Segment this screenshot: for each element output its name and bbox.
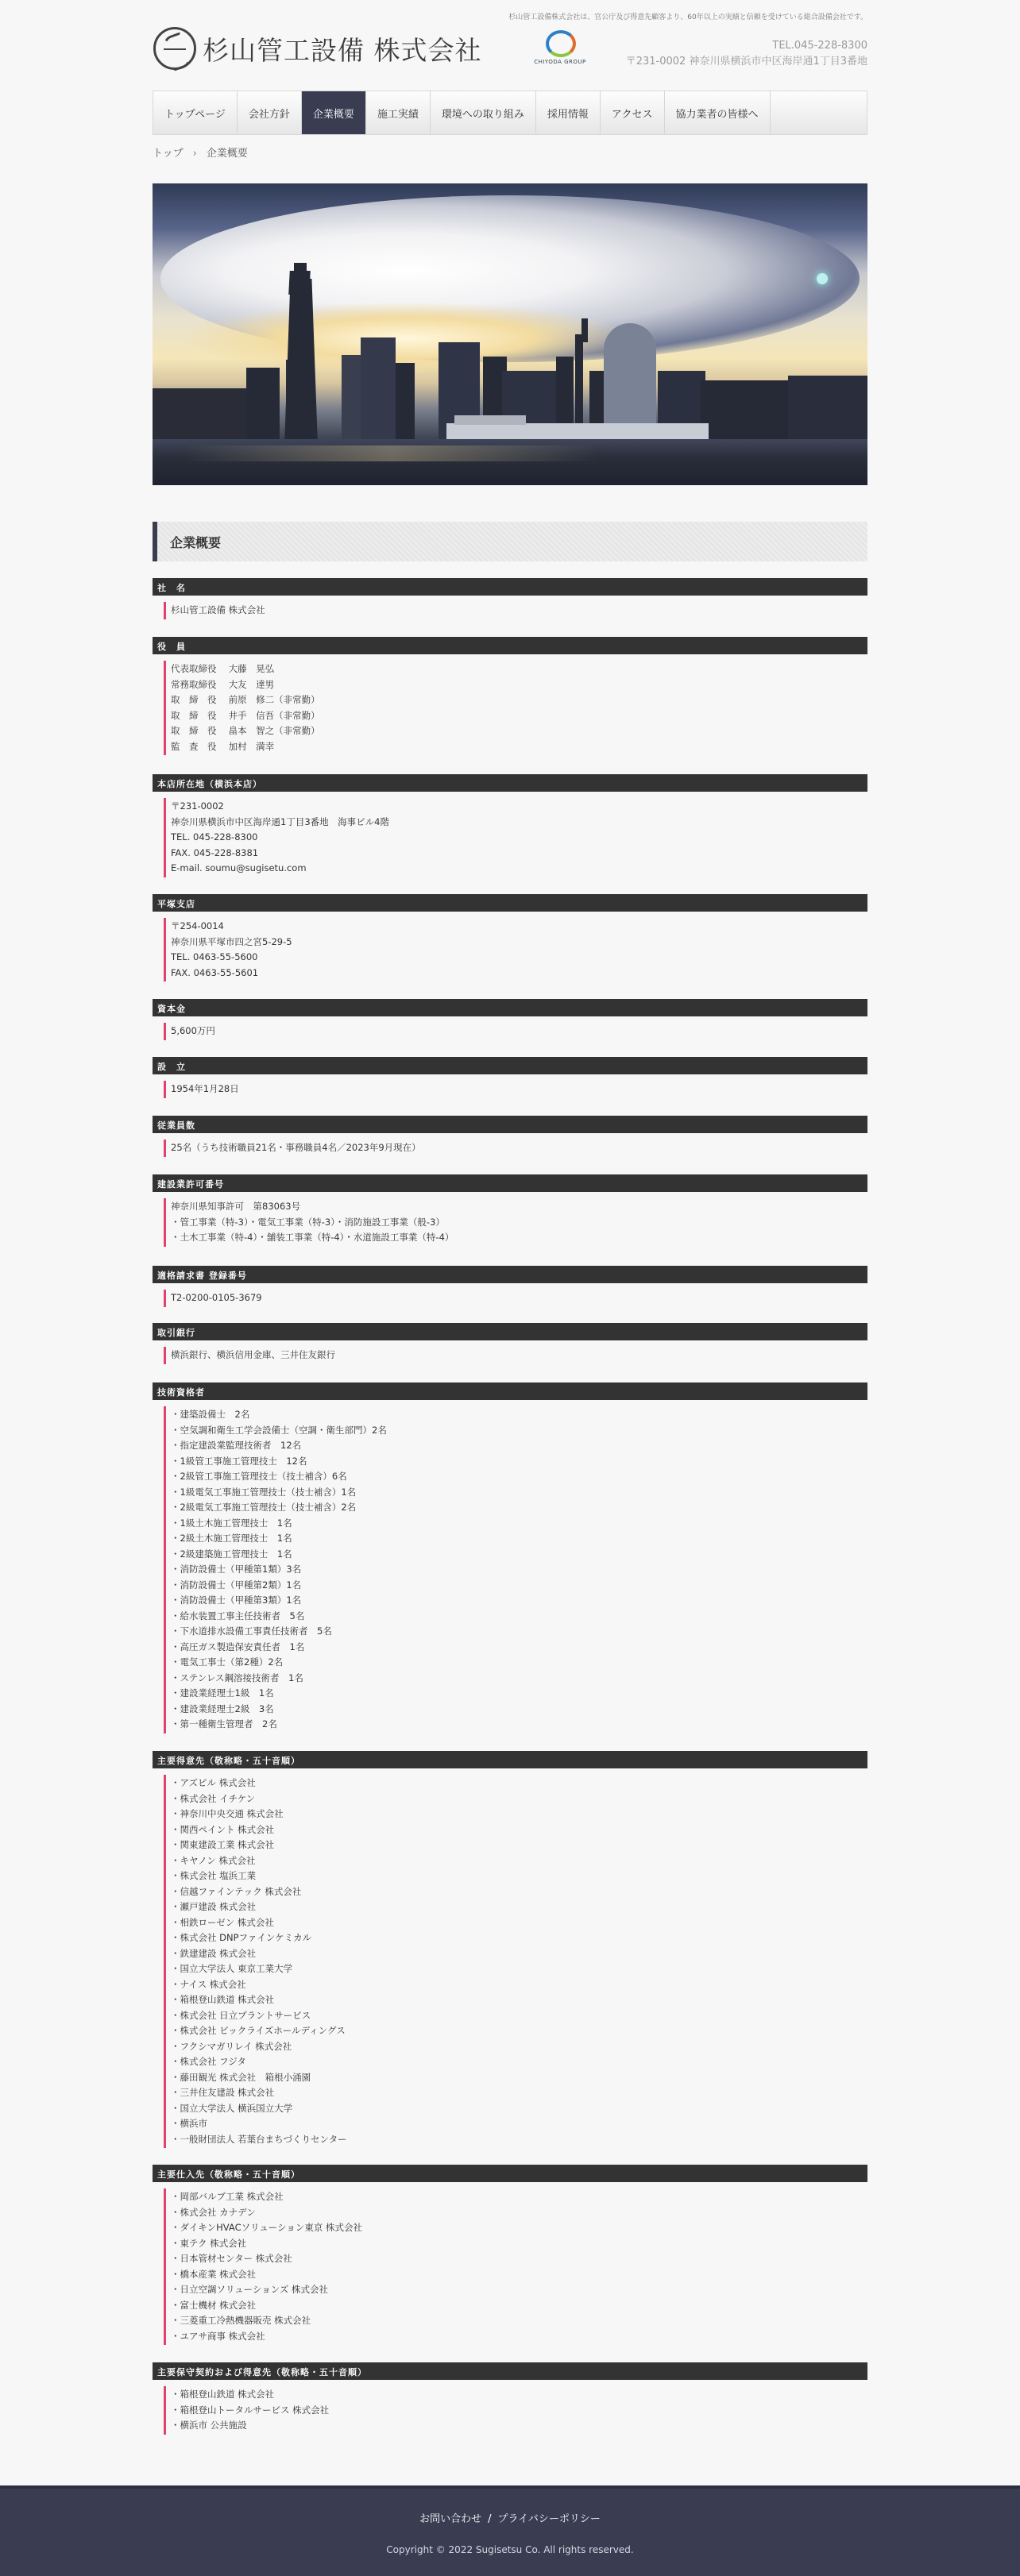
info-line: ・三井住友建設 株式会社 — [171, 2087, 275, 2098]
info-line: ・関西ペイント 株式会社 — [171, 1823, 275, 1835]
info-block-heading: 主要得意先（敬称略・五十音順） — [153, 1751, 867, 1768]
nav-item-5[interactable]: 採用情報 — [536, 91, 601, 134]
company-logo[interactable] — [153, 27, 482, 70]
info-line: 取 締 役 前原 修二（非常勤） — [171, 694, 320, 705]
info-line: ・ダイキンHVACソリューション東京 株式会社 — [171, 2222, 362, 2233]
info-block-body — [164, 1140, 867, 1157]
info-block-body — [164, 661, 867, 755]
info-line: 監 査 役 加村 満幸 — [171, 740, 275, 752]
info-line: ・国立大学法人 横浜国立大学 — [171, 2102, 293, 2114]
info-line: TEL. 045-228-8300 — [171, 831, 258, 843]
info-block — [153, 637, 867, 755]
info-line: ・電気工事士（第2種）2名 — [171, 1656, 284, 1668]
info-block — [153, 894, 867, 981]
info-line: ・一般財団法人 若葉台まちづくりセンター — [171, 2133, 347, 2145]
info-line: 25名（うち技術職員21名・事務職員4名／2023年9月現在） — [171, 1142, 421, 1153]
info-line: ・東テク 株式会社 — [171, 2237, 247, 2249]
header-phone: TEL.045-228-8300 — [772, 40, 867, 52]
info-line: ・株式会社 DNPファインケミカル — [171, 1932, 312, 1943]
info-line: ・2級電気工事施工管理技士（技士補含）2名 — [171, 1502, 357, 1513]
info-block-heading: 平塚支店 — [153, 894, 867, 912]
breadcrumb — [153, 145, 248, 160]
info-line: ・箱根登山トータルサービス 株式会社 — [171, 2404, 330, 2416]
info-line: ・下水道排水設備工事責任技術者 5名 — [171, 1625, 332, 1637]
info-line: ・1級管工事施工管理技士 12名 — [171, 1455, 307, 1467]
footer-privacy-link[interactable]: プライバシーポリシー — [497, 2513, 601, 2525]
info-line: ・消防設備士（甲種第2類）1名 — [171, 1579, 302, 1591]
info-block-heading: 建設業許可番号 — [153, 1174, 867, 1192]
info-line: 〒254-0014 — [171, 920, 224, 931]
header-contact — [550, 38, 867, 70]
info-line: ・相鉄ローゼン 株式会社 — [171, 1916, 274, 1928]
info-block-heading: 主要仕入先（敬称略・五十音順） — [153, 2165, 867, 2182]
info-line: 神奈川県横浜市中区海岸通1丁目3番地 海事ビル4階 — [171, 816, 389, 827]
info-line: ・鉄建建設 株式会社 — [171, 1947, 257, 1959]
nav-item-6[interactable]: アクセス — [601, 91, 665, 134]
breadcrumb-home-link[interactable]: トップ — [153, 148, 184, 160]
info-line: 取 締 役 畠本 智之（非常勤） — [171, 725, 320, 736]
info-block-heading: 本店所在地（横浜本店） — [153, 774, 867, 792]
hero-water-reflection — [184, 445, 597, 461]
info-line: 神奈川県知事許可 第83063号 — [171, 1201, 301, 1212]
hero-sun — [817, 273, 828, 284]
footer — [0, 2485, 1020, 2576]
info-line: ・管工事業（特-3）・電気工事業（特-3）・消防施設工事業（般-3） — [171, 1216, 445, 1228]
info-block-heading: 取引銀行 — [153, 1323, 867, 1340]
info-line: ・ステンレス鋼溶接技術者 1名 — [171, 1672, 303, 1683]
info-line: 杉山管工設備 株式会社 — [171, 604, 265, 615]
info-line: ・2級土木施工管理技士 1名 — [171, 1533, 292, 1544]
info-line: ・空気調和衛生工学会設備士（空調・衛生部門）2名 — [171, 1424, 387, 1436]
info-block — [153, 578, 867, 619]
info-line: 1954年1月28日 — [171, 1083, 239, 1094]
info-block-body — [164, 1081, 867, 1098]
nav-item-1[interactable]: 会社方針 — [238, 91, 302, 134]
info-line: ・横浜市 — [171, 2118, 207, 2129]
info-line: ・第一種衛生管理者 2名 — [171, 1718, 277, 1730]
page-title: 企業概要 — [153, 522, 867, 561]
info-block-heading: 社 名 — [153, 578, 867, 596]
info-line: ・株式会社 カナデン — [171, 2206, 256, 2218]
info-line: 神奈川県平塚市四之宮5-29-5 — [171, 935, 292, 947]
info-block-heading: 技術資格者 — [153, 1382, 867, 1400]
info-block-heading: 設 立 — [153, 1057, 867, 1074]
info-block-body — [164, 1290, 867, 1307]
info-block — [153, 1323, 867, 1364]
nav-item-0[interactable]: トップページ — [153, 91, 238, 134]
info-line: ・給水装置工事主任技術者 5名 — [171, 1610, 305, 1622]
info-line: ・土木工事業（特-4）・舗装工事業（特-4）・水道施設工事業（特-4） — [171, 1232, 454, 1243]
info-line: ・高圧ガス製造保安責任者 1名 — [171, 1641, 305, 1652]
info-line: ・藤田観光 株式会社 箱根小涌園 — [171, 2071, 311, 2083]
info-line: ・神奈川中央交通 株式会社 — [171, 1808, 284, 1819]
info-block — [153, 1266, 867, 1307]
breadcrumb-current: 企業概要 — [206, 148, 248, 160]
info-line: ・株式会社 フジタ — [171, 2056, 246, 2067]
info-line: ・株式会社 ビックライズホールディングス — [171, 2025, 346, 2036]
info-block-heading: 資本金 — [153, 999, 867, 1016]
info-line: FAX. 0463-55-5601 — [171, 966, 259, 978]
main-nav — [153, 91, 867, 135]
footer-separator: / — [488, 2513, 492, 2525]
info-block-body — [164, 1406, 867, 1733]
info-line: 5,600万円 — [171, 1025, 215, 1036]
info-block — [153, 1057, 867, 1098]
info-line: ・瀬戸建設 株式会社 — [171, 1901, 257, 1912]
info-block — [153, 1174, 867, 1247]
info-line: ・キヤノン 株式会社 — [171, 1854, 256, 1866]
info-line: ・1級電気工事施工管理技士（技士補含）1名 — [171, 1486, 357, 1498]
info-block-heading: 従業員数 — [153, 1116, 867, 1133]
info-line: ・株式会社 塩浜工業 — [171, 1870, 257, 1881]
info-line: 横浜銀行、横浜信用金庫、三井住友銀行 — [171, 1349, 335, 1360]
info-block-body — [164, 1347, 867, 1364]
logo-text: 杉山管工設備 株式会社 — [203, 34, 482, 66]
footer-contact-link[interactable]: お問い合わせ — [419, 2513, 482, 2525]
logo-mark-icon — [153, 27, 196, 70]
info-line: ・信越ファインテック 株式会社 — [171, 1885, 302, 1897]
breadcrumb-separator: › — [192, 148, 197, 160]
info-block-body — [164, 798, 867, 877]
nav-item-4[interactable]: 環境への取り組み — [431, 91, 536, 134]
info-line: ・橋本産業 株式会社 — [171, 2268, 257, 2280]
info-line: E-mail. soumu@sugisetu.com — [171, 862, 307, 873]
info-line: ・ナイス 株式会社 — [171, 1978, 246, 1990]
info-block — [153, 1382, 867, 1733]
info-line: ・アズビル 株式会社 — [171, 1777, 256, 1788]
nav-item-2[interactable]: 企業概要 — [302, 91, 366, 134]
info-line: ・三菱重工冷熱機器販売 株式会社 — [171, 2315, 311, 2326]
info-line: ・フクシマガリレイ 株式会社 — [171, 2040, 292, 2052]
info-block — [153, 1116, 867, 1157]
info-line: ・株式会社 日立プラントサービス — [171, 2009, 311, 2021]
info-line: ・ユアサ商事 株式会社 — [171, 2330, 265, 2342]
info-line: ・富士機材 株式会社 — [171, 2299, 257, 2311]
info-block-body — [164, 1023, 867, 1040]
hero-image — [153, 183, 867, 485]
info-line: ・消防設備士（甲種第1類）3名 — [171, 1564, 302, 1575]
info-line: ・箱根登山鉄道 株式会社 — [171, 2389, 275, 2400]
info-block-heading: 主要保守契約および得意先（敬称略・五十音順） — [153, 2362, 867, 2380]
info-line: ・建設業経理士2級 3名 — [171, 1703, 274, 1714]
info-line: TEL. 0463-55-5600 — [171, 951, 258, 962]
footer-copyright: Copyright © 2022 Sugisetsu Co. All rights reserved. — [386, 2544, 634, 2555]
info-block-body — [164, 2386, 867, 2435]
info-line: 常務取締役 大友 達男 — [171, 678, 275, 690]
info-line: ・建築設備士 2名 — [171, 1409, 250, 1420]
info-line: ・岡部バルブ工業 株式会社 — [171, 2191, 284, 2202]
info-block — [153, 1751, 867, 2148]
info-block — [153, 774, 867, 877]
info-line: 代表取締役 大藤 晃弘 — [171, 663, 275, 674]
info-line: ・指定建設業監理技術者 12名 — [171, 1440, 302, 1451]
info-block-body — [164, 2188, 867, 2345]
info-block — [153, 999, 867, 1040]
info-line: ・2級管工事施工管理技士（技士補含）6名 — [171, 1471, 347, 1482]
info-block-heading: 役 員 — [153, 637, 867, 654]
info-line: ・箱根登山鉄道 株式会社 — [171, 1994, 275, 2005]
info-block-body — [164, 918, 867, 981]
nav-item-3[interactable]: 施工実績 — [366, 91, 431, 134]
info-line: ・関東建設工業 株式会社 — [171, 1839, 275, 1850]
info-block — [153, 2362, 867, 2435]
info-line: 〒231-0002 — [171, 800, 224, 812]
header-address: 〒231-0002 神奈川県横浜市中区海岸通1丁目3番地 — [625, 56, 867, 67]
info-line: FAX. 045-228-8381 — [171, 846, 259, 858]
info-block-body — [164, 602, 867, 619]
header-tagline: 杉山管工設備株式会社は、官公庁及び得意先顧客より、60年以上の実績と信頼を受けている総合設備会社です。 — [508, 13, 867, 21]
info-line: ・国立大学法人 東京工業大学 — [171, 1963, 293, 1974]
info-block-heading: 適格請求書 登録番号 — [153, 1266, 867, 1283]
nav-item-7[interactable]: 協力業者の皆様へ — [665, 91, 771, 134]
info-line: ・日立空調ソリューションズ 株式会社 — [171, 2284, 329, 2295]
info-line: T2-0200-0105-3679 — [171, 1292, 262, 1303]
footer-links — [0, 2510, 1020, 2525]
info-block — [153, 2165, 867, 2345]
info-block-body — [164, 1198, 867, 1247]
info-line: ・横浜市 公共施設 — [171, 2420, 247, 2431]
info-line: ・株式会社 イチケン — [171, 1792, 256, 1804]
info-line: ・2級建築施工管理技士 1名 — [171, 1548, 292, 1560]
info-line: ・日本管材センター 株式会社 — [171, 2253, 292, 2264]
info-line: 取 締 役 井手 信吾（非常勤） — [171, 709, 320, 721]
info-line: ・消防設備士（甲種第3類）1名 — [171, 1595, 302, 1606]
info-line: ・建設業経理士1級 1名 — [171, 1687, 274, 1699]
info-line: ・1級土木施工管理技士 1名 — [171, 1517, 292, 1529]
info-block-body — [164, 1775, 867, 2148]
partner-logo-text: CHIYODA GROUP — [534, 59, 586, 65]
